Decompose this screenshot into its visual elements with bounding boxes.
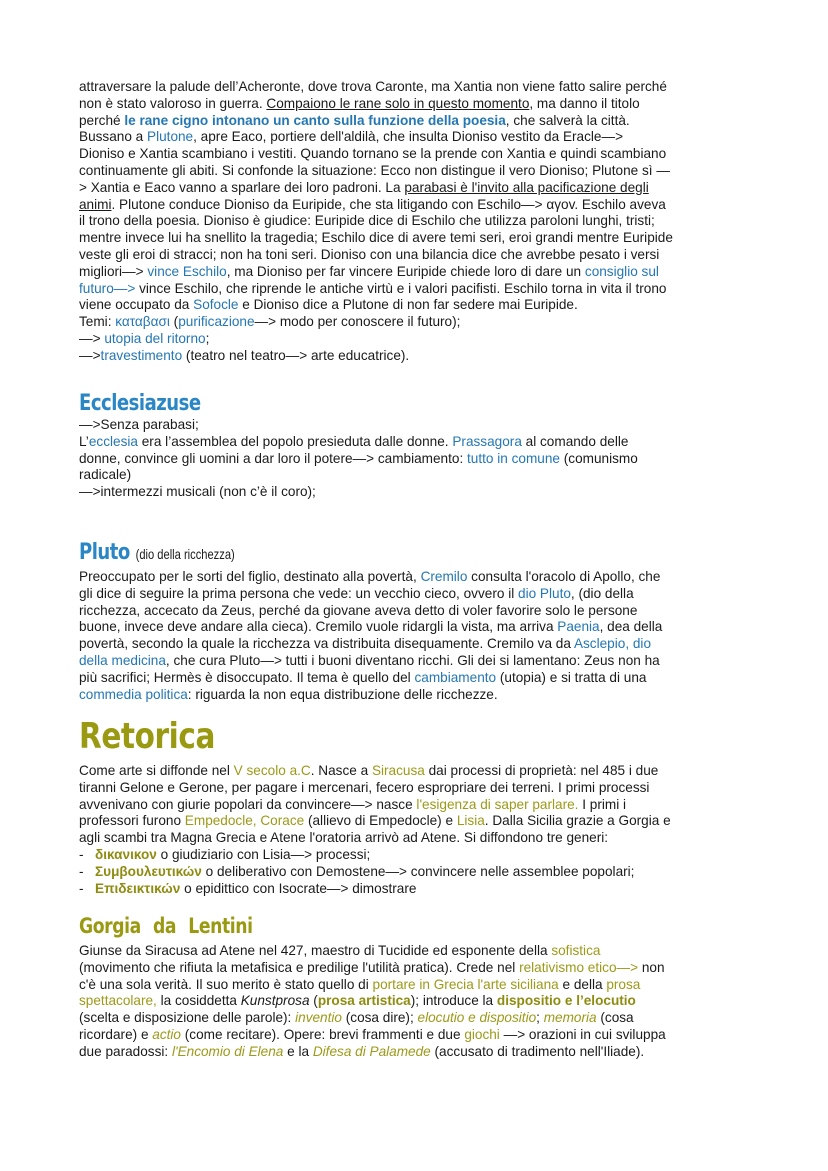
text: professori furono xyxy=(79,813,185,829)
text: al comando delle xyxy=(521,433,629,449)
text-line xyxy=(79,619,759,636)
highlight-italic: l'Encomio di Elena xyxy=(171,1043,284,1059)
highlight-bold: dispositio e l’elocutio xyxy=(496,993,636,1009)
text-line xyxy=(79,1044,759,1061)
text-line xyxy=(79,797,759,814)
text: (accusato di tradimento nell'Iliade). xyxy=(430,1043,645,1059)
text: (cosa dire); xyxy=(341,1010,418,1026)
text: e della xyxy=(558,976,607,992)
text: vince Eschilo, che riprende le antiche virtù e i valori pacifisti. Eschilo torna in vita il trono xyxy=(135,280,667,296)
text: , dea della xyxy=(599,619,663,635)
highlight-bold: δικανικον xyxy=(95,846,157,862)
text: (comunismo xyxy=(559,450,638,466)
highlight-bold: le rane cigno intonano un canto sulla funzione della poesia xyxy=(124,112,506,128)
text: buone, invece deve andare alla cieca). Cremilo vuole ridargli la vista, ma arriva xyxy=(79,619,558,635)
text: avvenivano con giurie popolari da convincere—> nasce xyxy=(79,796,417,812)
text-line xyxy=(79,434,759,451)
text: Dioniso e Xantia scambiano i vestiti. Quando tornano se la prende con Xantia e quindi scambiano xyxy=(79,146,667,162)
text-line xyxy=(79,993,759,1010)
highlight: spettacolare, xyxy=(79,993,157,1009)
highlight: V secolo a.C xyxy=(233,763,311,778)
pluto-heading xyxy=(79,540,235,565)
text-line xyxy=(79,636,759,653)
text: (utopia) e si tratta di una xyxy=(496,669,647,685)
text: , che salverà la città. xyxy=(505,112,630,128)
text-line xyxy=(79,603,759,620)
text: Preoccupato per le sorti del figlio, destinato alla povertà, xyxy=(79,569,421,584)
text: agli scambi tra Magna Grecia e Atene l'oratoria arrivò ad Atene. Si diffondono tre generi: xyxy=(79,830,609,846)
highlight: prosa xyxy=(606,976,641,992)
text-line xyxy=(79,163,759,180)
text: (come recitare). Opere: brevi frammenti e due xyxy=(181,1026,465,1042)
highlight-italic: elocutio e dispositio xyxy=(417,1010,537,1026)
text: (cosa xyxy=(596,1010,634,1026)
text-line xyxy=(79,331,759,348)
text-line xyxy=(79,467,759,484)
text: . Nasce a xyxy=(310,763,372,778)
text: consulta l'oracolo di Apollo, che xyxy=(467,569,661,584)
highlight: giochi xyxy=(464,1026,500,1042)
highlight: dio Pluto xyxy=(518,585,571,601)
text: ricchezza, accecato da Zeus, perché da giovane aveva detto di voler favorire solo le persone xyxy=(79,602,638,618)
text: —>Senza parabasi; xyxy=(79,417,199,432)
text-line xyxy=(79,297,759,314)
list-item xyxy=(79,881,759,898)
highlight: Sofocle xyxy=(193,297,239,313)
highlight: tutto in comune xyxy=(467,450,560,466)
text-line xyxy=(79,830,759,847)
highlight: futuro—> xyxy=(79,280,136,296)
highlight: Paenia xyxy=(557,619,600,635)
list-item xyxy=(79,847,759,864)
text: più sacrifici; Hermès è disoccupato. Il tema è quello del xyxy=(79,669,415,685)
gorgia-heading: Gorgia da Lentini xyxy=(79,914,253,938)
text-line xyxy=(79,113,759,130)
text: veste gli eroi di stracci; non ha toni seri. Dioniso con una bilancia dice che avrebbe pesato i versi xyxy=(79,246,660,262)
text-line xyxy=(79,1027,759,1044)
text: , ma Dioniso per far vincere Euripide chiede loro di dare un xyxy=(226,263,585,279)
highlight-italic: Difesa di Palamede xyxy=(312,1043,431,1059)
text: , che cura Pluto—> tutti i buoni diventano ricchi. Gli dei si lamentano: Zeus non ha xyxy=(165,652,660,668)
text: (teatro nel teatro—> arte educatrice). xyxy=(182,347,410,363)
text-line xyxy=(79,230,759,247)
highlight-bold: Επιδεικτικών xyxy=(95,880,181,896)
highlight: utopia del ritorno xyxy=(104,330,206,346)
text: L’ xyxy=(79,433,89,449)
highlight: consiglio sul xyxy=(584,263,659,279)
highlight: Plutone xyxy=(147,129,194,145)
text: il trono della poesia. Dioniso è giudice: Euripide dice di Eschilo che utilizza paroloni lunghi, tristi; xyxy=(79,213,655,229)
text: , apre Eaco, portiere dell'aldilà, che insulta Dioniso vestito da Eracle—> xyxy=(193,129,624,145)
pluto-title: Pluto xyxy=(79,540,130,565)
text: ricordare) e xyxy=(79,1026,153,1042)
text-line xyxy=(79,247,759,264)
text: povertà, secondo la quale la ricchezza va distribuita disequamente. Cremilo va da xyxy=(79,636,574,652)
text: (movimento che rifiuta la metafisica e predilige l'utilità pratica). Crede nel xyxy=(79,959,520,975)
pluto-subtitle: (dio della ricchezza) xyxy=(135,547,235,562)
text: ( xyxy=(309,993,318,1009)
gorgia-section xyxy=(79,943,759,1061)
text: migliori—> xyxy=(79,263,148,279)
text-line xyxy=(79,653,759,670)
text: ); introduce la xyxy=(410,993,497,1009)
text: la cosiddetta xyxy=(156,993,241,1009)
text-line xyxy=(79,670,759,687)
highlight: travestimento xyxy=(100,347,183,363)
text: —> modo per conoscere il futuro); xyxy=(254,314,461,330)
highlight: Lisia xyxy=(456,813,485,829)
list-item xyxy=(79,864,759,881)
text: Come arte si diffonde nel xyxy=(79,763,234,778)
italic-text: Kunstprosa xyxy=(240,993,310,1009)
highlight-italic: memoria xyxy=(543,1010,597,1026)
highlight-bold: Συμβουλευτικών xyxy=(95,863,202,879)
text: —> xyxy=(79,330,105,346)
highlight: ecclesia xyxy=(88,433,138,449)
text: non è stato valoroso in guerra. xyxy=(79,95,267,111)
retorica-section xyxy=(79,763,759,897)
text-line xyxy=(79,129,759,146)
text: continuamente gli abiti. Si confonde la situazione: Ecco non distingue il vero Dioniso; Plutone sì — xyxy=(79,162,670,178)
text: attraversare la palude dell’Acheronte, dove trova Caronte, ma Xantia non viene fatto salire perché xyxy=(79,79,667,94)
text: —>intermezzi musicali (non c’è il coro); xyxy=(79,484,316,500)
pluto-section xyxy=(79,569,759,703)
text: . Dalla Sicilia grazie a Gorgia e xyxy=(484,813,671,829)
highlight-italic: inventio xyxy=(295,1010,342,1026)
text-line xyxy=(79,569,759,586)
text-line xyxy=(79,1010,759,1027)
text: (allievo di Empedocle) e xyxy=(304,813,457,829)
highlight: cambiamento xyxy=(414,669,497,685)
highlight: sofistica xyxy=(551,943,601,958)
text-line xyxy=(79,213,759,230)
text-line xyxy=(79,180,759,197)
underlined-text: animi xyxy=(79,196,112,212)
text: gli dice di seguire la prima persona che vede: un vecchio cieco, ovvero il xyxy=(79,585,519,601)
text: , ma danno il titolo xyxy=(529,95,640,111)
text: ( xyxy=(169,314,179,330)
text-line xyxy=(79,146,759,163)
text: > Xantia e Eaco vanno a sparlare dei loro padroni. La xyxy=(79,179,405,195)
highlight: Empedocle, Corace xyxy=(184,813,305,829)
text: —> xyxy=(79,347,101,363)
ecclesiazuse-heading: Ecclesiazuse xyxy=(79,391,201,416)
highlight: l'esigenza di saper parlare. xyxy=(416,796,579,812)
text-line xyxy=(79,960,759,977)
text-line xyxy=(79,780,759,797)
underlined-text: parabasi è l'invito alla pacificazione degli xyxy=(404,179,649,195)
highlight: Cremilo xyxy=(420,569,468,584)
text: o epidittico con Isocrate—> dimostrare xyxy=(180,880,417,896)
text-line xyxy=(79,687,759,704)
retorica-heading: Retorica xyxy=(79,716,215,757)
text: Bussano a xyxy=(79,129,148,145)
text: ; xyxy=(205,330,210,346)
text: ; xyxy=(536,1010,544,1026)
text: radicale) xyxy=(79,467,132,483)
highlight: Prassagora xyxy=(452,433,522,449)
text-line xyxy=(79,451,759,468)
highlight-bold: prosa artistica xyxy=(317,993,411,1009)
text: era l’assemblea del popolo presieduta dalle donne. xyxy=(137,433,453,449)
text: perché xyxy=(79,112,125,128)
ecclesiazuse-section xyxy=(79,417,759,501)
text-line xyxy=(79,348,759,365)
text-line xyxy=(79,763,759,780)
text: o giudiziario con Lisia—> processi; xyxy=(156,846,371,862)
text-line xyxy=(79,314,759,331)
text: donne, convince gli uomini a dar loro il potere—> cambiamento: xyxy=(79,450,468,466)
text: . Plutone conduce Dioniso da Euripide, che sta litigando con Eschilo—> αγov. Eschilo aveva xyxy=(111,196,666,212)
highlight: della medicina xyxy=(79,652,166,668)
highlight: Asclepio, dio xyxy=(573,636,652,652)
text: e la xyxy=(283,1043,313,1059)
text: non xyxy=(638,959,665,975)
text: Temi: xyxy=(79,314,116,330)
highlight: καταβασι xyxy=(115,314,170,330)
highlight-italic: actio xyxy=(152,1026,181,1042)
text-line xyxy=(79,813,759,830)
text-line xyxy=(79,417,759,434)
highlight: purificazione xyxy=(178,314,255,330)
text-line xyxy=(79,586,759,603)
rane-section xyxy=(79,79,759,365)
text: : riguarda la non equa distribuzione delle ricchezze. xyxy=(187,686,498,702)
genres-list xyxy=(79,847,759,897)
text: I primi i xyxy=(578,796,627,812)
highlight: relativismo etico—> xyxy=(519,959,639,975)
text: Giunse da Siracusa ad Atene nel 427, maestro di Tucidide ed esponente della xyxy=(79,943,552,958)
text-line xyxy=(79,977,759,994)
highlight: portare in Grecia l'arte siciliana xyxy=(372,976,559,992)
highlight: vince Eschilo xyxy=(147,263,227,279)
text: c'è una sola verità. Il suo merito è stato quello di xyxy=(79,976,373,992)
text: mentre invece lui ha snellito la tragedia; Eschilo dice di avere temi seri, eroi grandi mentre Euripide xyxy=(79,230,673,246)
text-line xyxy=(79,96,759,113)
text-line xyxy=(79,79,759,96)
text: tiranni Gelone e Gerone, per pagare i mercenari, fecero espropriare dei terreni. I primi processi xyxy=(79,779,650,795)
text: dai processi di proprietà: nel 485 i due xyxy=(424,763,659,778)
text: , (dio della xyxy=(570,585,634,601)
underlined-text: Compaiono le rane solo in questo momento xyxy=(266,95,530,111)
text: o deliberativo con Demostene—> convincere nelle assemblee popolari; xyxy=(201,863,635,879)
highlight: Siracusa xyxy=(371,763,425,778)
text-line xyxy=(79,943,759,960)
text-line xyxy=(79,281,759,298)
text: —> orazioni in cui sviluppa xyxy=(499,1026,666,1042)
text-line xyxy=(79,264,759,281)
text-line xyxy=(79,484,759,501)
text: due paradossi: xyxy=(79,1043,172,1059)
text: e Dioniso dice a Plutone di non far sedere mai Euripide. xyxy=(238,297,578,313)
text-line xyxy=(79,197,759,214)
text: (scelta e disposizione delle parole): xyxy=(79,1010,296,1026)
text: viene occupato da xyxy=(79,297,194,313)
highlight: commedia politica xyxy=(79,686,188,702)
